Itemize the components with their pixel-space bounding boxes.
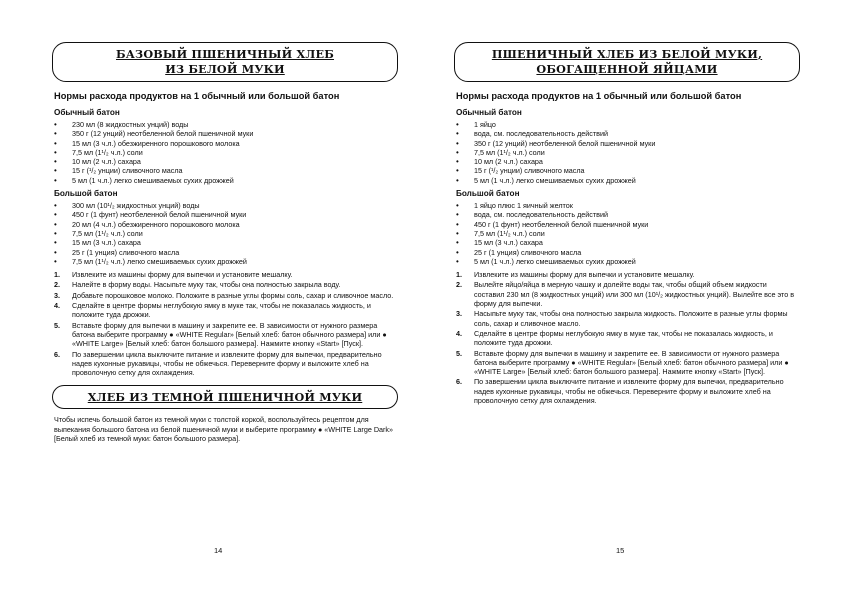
right-title-line-2: ОБОГАЩЕННОЙ ЯЙЦАМИ (536, 62, 718, 76)
ingredient-item: • 15 мл (3 ч.л.) сахара (456, 238, 796, 247)
right-regular-loaf-label: Обычный батон (456, 108, 522, 117)
step-number: 5. (456, 348, 462, 358)
step-text: Сделайте в центре формы неглубокую ямку в муке так, чтобы не показалась жидкость, и положите туда дрожжи. (72, 301, 371, 320)
step-text: Насыпьте муку так, чтобы она полностью закрыла жидкость. Положите в разные углы формы соль, сахар и сливочное масло. (474, 309, 788, 328)
left-page (52, 0, 398, 595)
step-item (456, 309, 796, 328)
ingredient-item: • 5 мл (1 ч.л.) легко смешиваемых сухих дрожжей (54, 176, 394, 185)
dark-bread-text: Чтобы испечь большой батон из темной муки с толстой коркой, воспользуйтесь рецептом для выпекания большого батона из белой пшеничной муки и выберите программу ● «WHITE Large Dark» [Белый хлеб из темной муки: батон большого размера]. (54, 415, 393, 444)
step-item (54, 291, 394, 300)
step-item (54, 321, 394, 349)
step-item (54, 350, 394, 378)
ingredient-item: • 350 г (12 унций) неотбеленной белой пшеничной муки (54, 129, 394, 138)
step-text: Извлеките из машины форму для выпечки и установите мешалку. (474, 270, 695, 280)
ingredient-item: • 300 мл (10¹/₂ жидкостных унций) воды (54, 201, 394, 210)
right-large-loaf-label: Большой батон (456, 189, 520, 199)
ingredient-item: • 15 г (¹/₂ унции) сливочного масла (54, 166, 394, 175)
step-item (456, 329, 796, 348)
right-steps (456, 270, 796, 405)
right-title-box (454, 42, 800, 82)
ingredient-item: • 7,5 мл (1¹/₂ ч.л.) соли (456, 229, 796, 238)
dark-bread-title-box (52, 385, 398, 409)
step-item (456, 349, 796, 377)
step-number: 3. (54, 290, 60, 300)
right-content (456, 91, 796, 406)
left-page-number: 14 (214, 546, 223, 555)
ingredient-item: • 10 мл (2 ч.л.) сахара (54, 157, 394, 166)
ingredient-item: • 5 мл (1 ч.л.) легко смешиваемых сухих дрожжей (456, 176, 796, 185)
step-number: 5. (54, 320, 60, 330)
left-regular-ingredients (54, 120, 394, 185)
step-number: 6. (54, 349, 60, 359)
step-text: Сделайте в центре формы неглубокую ямку в муке так, чтобы не показалась жидкость, и положите туда дрожжи. (474, 328, 773, 348)
left-title-line-1: БАЗОВЫЙ ПШЕНИЧНЫЙ ХЛЕБ (115, 47, 335, 61)
ingredient-item: • 230 мл (8 жидкостных унций) воды (54, 120, 394, 129)
ingredient-item: • 15 мл (3 ч.л.) обезжиренного порошкового молока (54, 139, 394, 148)
step-number: 1. (54, 270, 60, 280)
right-regular-ingredients (456, 120, 796, 185)
ingredient-item: • 1 яйцо плюс 1 яичный желток (456, 201, 796, 210)
ingredient-item: • 25 г (1 унция) сливочного масла (456, 248, 796, 257)
step-number: 6. (456, 377, 462, 387)
step-item (54, 270, 394, 279)
step-item (456, 280, 796, 308)
ingredient-item: • 10 мл (2 ч.л.) сахара (456, 157, 796, 166)
step-item (456, 377, 796, 405)
step-text: По завершении цикла выключите питание и извлеките форму для выпечки, предварительно надев кухонные рукавицы, чтобы не обжечься. Переверните форму и выложите хлеб на проволочную сетку для охлаждения. (474, 377, 784, 406)
left-content (54, 91, 394, 443)
step-text: Налейте в форму воды. Насыпьте муку так, чтобы она полностью закрыла воду. (72, 280, 341, 290)
ingredient-item: • 450 г (1 фунт) неотбеленной белой пшеничной муки (54, 210, 394, 219)
ingredient-item: • 7,5 мл (1¹/₂ ч.л.) соли (456, 148, 796, 157)
ingredient-item: • 20 мл (4 ч.л.) обезжиренного порошкового молока (54, 220, 394, 229)
right-consumption-heading: Нормы расхода продуктов на 1 обычный или большой батон (456, 91, 742, 101)
step-item (54, 301, 394, 320)
left-regular-loaf-label: Обычный батон (54, 108, 120, 117)
ingredient-item: • вода, см. последовательность действий (456, 129, 796, 138)
ingredient-item: • 7,5 мл (1¹/₂ ч.л.) соли (54, 229, 394, 238)
step-number: 3. (456, 309, 462, 319)
step-text: Добавьте порошковое молоко. Положите в разные углы формы соль, сахар и сливочное масло. (72, 290, 394, 300)
ingredient-item: • 350 г (12 унций) неотбеленной белой пшеничной муки (456, 139, 796, 148)
left-consumption-heading: Нормы расхода продуктов на 1 обычный или большой батон (54, 91, 340, 101)
left-title-box (52, 42, 398, 82)
right-large-ingredients (456, 201, 796, 266)
step-text: Вылейте яйцо/яйца в мерную чашку и долейте воды так, чтобы общий объем жидкости составил 230 мл (8 жидкостных унций) или 300 мл (10¹/₂ жидкостных унций). Вылейте все это в форму для выпечки. (474, 280, 795, 309)
step-text: Вставьте форму для выпечки в машину и закрепите ее. В зависимости от нужного размера батона выберите программу ● «WHITE Regular» [Белый хлеб: батон обычного размера] или ● «WHITE Large» [Белый хлеб: батон большого размера]. Нажмите кнопку «Start» [Пуск]. (72, 320, 387, 349)
left-title-line-2: ИЗ БЕЛОЙ МУКИ (165, 62, 285, 76)
step-number: 2. (54, 280, 60, 290)
dark-bread-title: ХЛЕБ ИЗ ТЕМНОЙ ПШЕНИЧНОЙ МУКИ (87, 389, 363, 404)
left-steps (54, 270, 394, 377)
step-text: Извлеките из машины форму для выпечки и установите мешалку. (72, 270, 293, 280)
step-number: 4. (456, 328, 462, 338)
step-item (54, 280, 394, 289)
ingredient-item: • 15 мл (3 ч.л.) сахара (54, 238, 394, 247)
ingredient-item: • 7,5 мл (1¹/₂ ч.л.) соли (54, 148, 394, 157)
step-number: 1. (456, 270, 462, 280)
step-item (456, 270, 796, 279)
left-large-ingredients (54, 201, 394, 266)
ingredient-item: • вода, см. последовательность действий (456, 210, 796, 219)
step-number: 2. (456, 280, 462, 290)
ingredient-item: • 15 г (¹/₂ унции) сливочного масла (456, 166, 796, 175)
step-number: 4. (54, 301, 60, 311)
right-page (454, 0, 800, 595)
right-page-number: 15 (616, 546, 625, 555)
ingredient-item: • 1 яйцо (456, 120, 796, 129)
step-text: Вставьте форму для выпечки в машину и закрепите ее. В зависимости от нужного размера батона выберите программу ● «WHITE Regular» [Белый хлеб: батон обычного размера] или ● «WHITE Large» [Белый хлеб: батон большого размера]. Нажмите кнопку «Start» [Пуск]. (474, 348, 789, 377)
ingredient-item: • 450 г (1 фунт) неотбеленной белой пшеничной муки (456, 220, 796, 229)
ingredient-item: • 25 г (1 унция) сливочного масла (54, 248, 394, 257)
step-text: По завершении цикла выключите питание и извлеките форму для выпечки, предварительно надев кухонные рукавицы, чтобы не обжечься. Переверните форму и выложите хлеб на проволочную сетку для охлаждения. (72, 349, 382, 378)
ingredient-item: • 5 мл (1 ч.л.) легко смешиваемых сухих дрожжей (456, 257, 796, 266)
ingredient-item: • 7,5 мл (1¹/₂ ч.л.) легко смешиваемых сухих дрожжей (54, 257, 394, 266)
left-large-loaf-label: Большой батон (54, 189, 118, 199)
right-title-line-1: ПШЕНИЧНЫЙ ХЛЕБ ИЗ БЕЛОЙ МУКИ, (491, 47, 763, 61)
